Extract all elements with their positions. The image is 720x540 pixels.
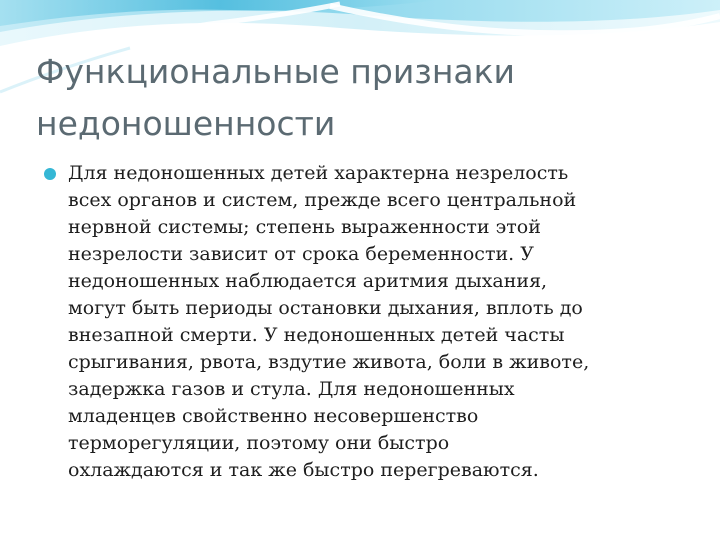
paragraph-line: терморегуляции, поэтому они быстро — [68, 432, 450, 454]
bullet-dot-icon — [44, 168, 56, 180]
paragraph-line: незрелости зависит от срока беременности. У — [68, 243, 534, 265]
paragraph-line: охлаждаются и так же быстро перегреваются. — [68, 459, 539, 481]
paragraph-line: младенцев свойственно несовершенство — [68, 405, 479, 427]
slide-title — [36, 46, 676, 150]
slide-body — [44, 160, 684, 484]
paragraph-line: нервной системы; степень выраженности этой — [68, 216, 541, 238]
paragraph-line: могут быть периоды остановки дыхания, вплоть до — [68, 297, 583, 319]
paragraph-line: срыгивания, рвота, вздутие живота, боли в животе, — [68, 351, 590, 373]
slide-title-line-1: Функциональные признаки — [36, 52, 515, 91]
paragraph-line: недоношенных наблюдается аритмия дыхания, — [68, 270, 548, 292]
paragraph-line: задержка газов и стула. Для недоношенных — [68, 378, 515, 400]
paragraph-line: всех органов и систем, прежде всего центральной — [68, 189, 577, 211]
paragraph-line: внезапной смерти. У недоношенных детей часты — [68, 324, 565, 346]
paragraph-line: Для недоношенных детей характерна незрелость — [68, 162, 569, 184]
bullet-paragraph — [68, 160, 684, 484]
slide-title-line-2: недоношенности — [36, 104, 336, 143]
